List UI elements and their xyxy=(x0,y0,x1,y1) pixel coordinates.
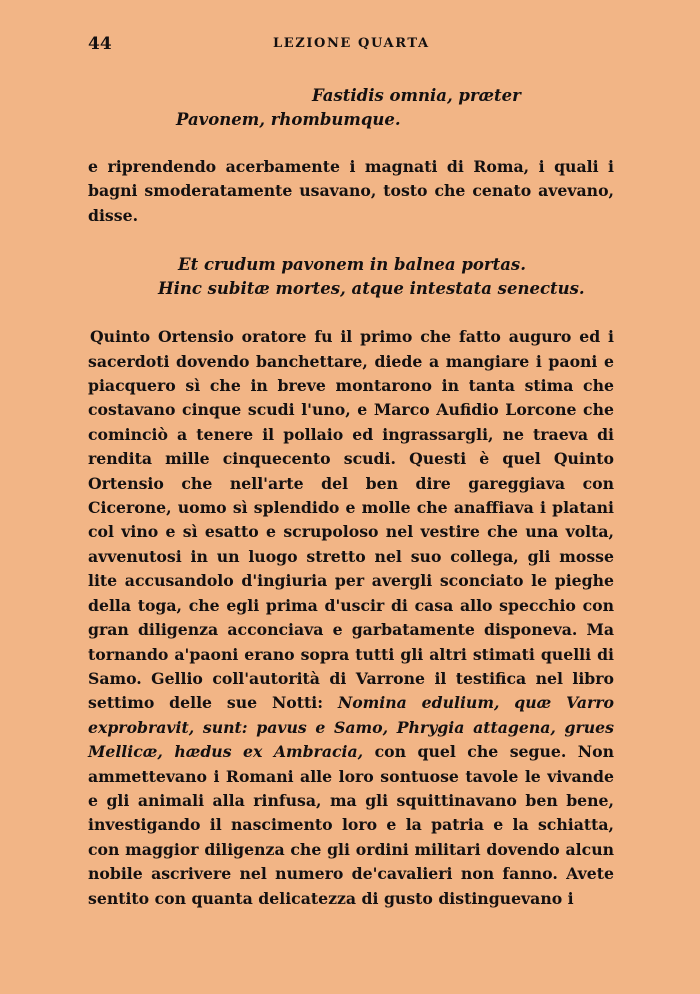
book-page xyxy=(88,30,614,927)
page-number: 44 xyxy=(88,34,112,54)
verse-line: Et crudum pavonem in balnea portas. xyxy=(178,255,526,275)
verse-line: Fastidis omnia, præter xyxy=(312,86,521,105)
paragraph-text: Quinto Ortensio oratore fu il primo che fatto auguro ed i sacerdoti dovendo banchettare, diede a mangiare i paoni e piacquero sì che in breve montarono in tanta stima che costavano cinque scudi l'uno, e Marco Aufidio Lorcone che cominciò a tenere il pollaio ed ingrassargli, ne traeva di rendita mille cinquecento scudi. Questi è quel Quinto Ortensio che nell'arte del ben dire gareggiava con Cicerone, uomo sì splendido e molle che anaffiava i platani col vino e sì esatto e scrupoloso nel vestire che una volta, avvenutosi in un luogo stretto nel suo collega, gli mosse lite accusandolo d'ingiuria per avergli sconciato le pieghe della toga, che egli prima d'uscir di casa allo specchio con gran diligenza acconciava e garbatamente disponeva. Ma tornando a'paoni erano sopra tutti gli altri stimati quelli di Samo. Gellio coll'autorità di Varrone il testifica nel libro settimo delle sue Notti: xyxy=(88,327,614,713)
latin-inline-quote: Nomina edulium, quæ Varro exprobravit, sunt: pavus e Samo, Phrygia attagena, grues Mellicæ, hædus ex Ambracia, xyxy=(88,693,614,762)
verse-line: Pavonem, rhombumque. xyxy=(176,110,401,129)
latin-verse-quote-2 xyxy=(88,253,614,301)
paragraph-text: con quel che segue. Non ammettevano i Romani alle loro sontuose tavole le vivande e gli animali alla rinfusa, ma gli squittinavano ben bene, investigando il nascimento loro e la patria e la schiatta, con maggior diligenza che gli ordini militari dovendo alcun nobile ascrivere nel numero de'cavalieri non fanno. Avete sentito con quanta delicatezza di gusto distinguevano i xyxy=(88,742,614,908)
paragraph: e riprendendo acerbamente i magnati di Roma, i quali i bagni smoderatamente usavano, tosto che cenato avevano, disse. xyxy=(88,157,614,225)
page-header xyxy=(88,30,614,56)
paragraph xyxy=(88,325,614,911)
latin-verse-quote-1 xyxy=(88,84,614,132)
verse-line: Hinc subitæ mortes, atque intestata senectus. xyxy=(158,279,585,299)
running-head: LEZIONE QUARTA xyxy=(273,36,430,51)
